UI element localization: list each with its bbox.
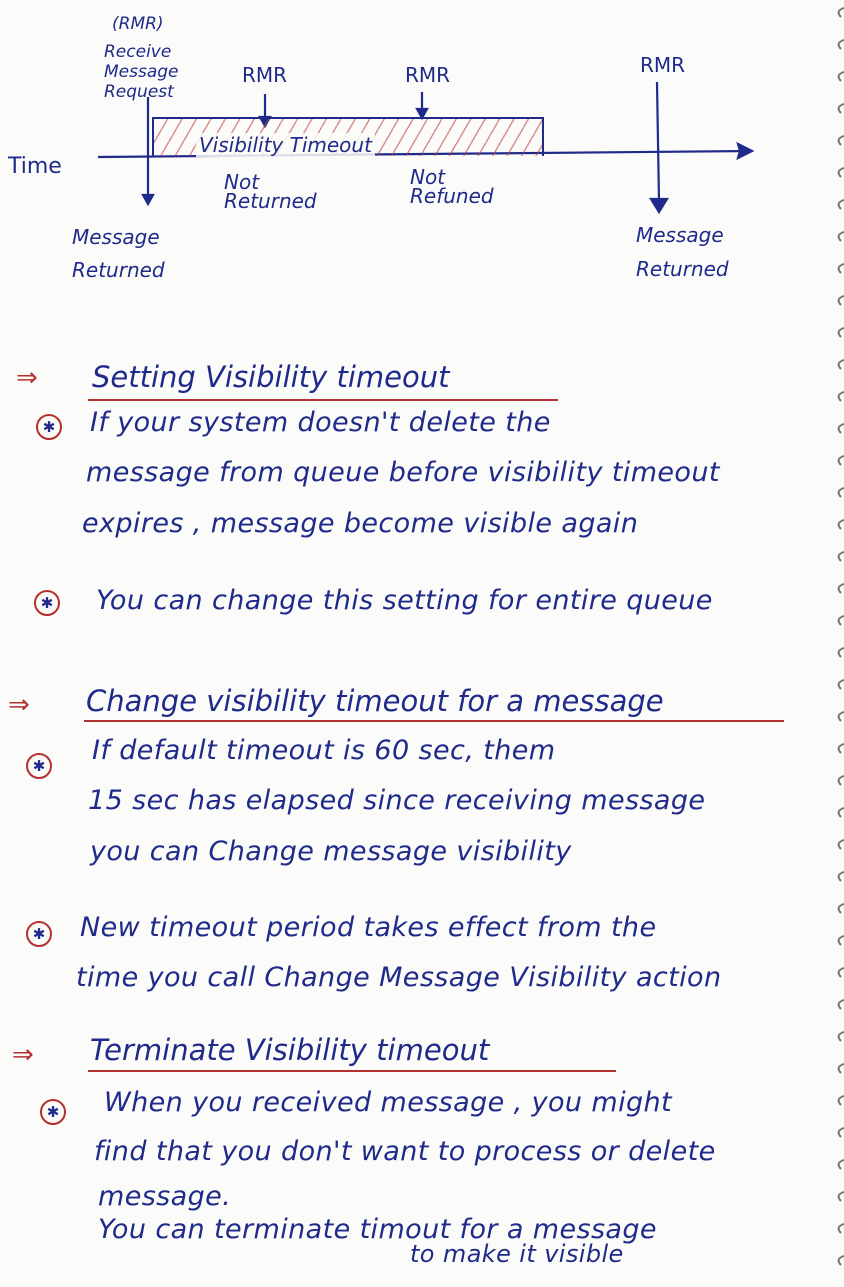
bullet-line: If your system doesn't delete the [90,407,551,438]
bullet-line: expires , message become visible again [82,508,639,539]
not-returned-2-line-1: Not [410,165,446,189]
asterisk-bullet-icon: ✱ [40,1099,66,1125]
section-heading-change-visibility-timeout: Change visibility timeout for a message [86,684,664,718]
not-returned-2-line-2: Refuned [410,184,494,208]
bullet-line: When you received message , you might [104,1087,673,1118]
asterisk-bullet-icon: ✱ [36,414,62,440]
visibility-timeout-band [152,117,544,156]
first-rmr-desc-3: Request [104,82,174,102]
message-returned-left-2: Returned [72,258,165,282]
heading-underline [88,1070,616,1072]
bullet-line: message. [98,1181,232,1212]
bullet-line: message from queue before visibility timeout [86,457,720,488]
heading-underline [84,720,784,722]
bullet-line: find that you don't want to process or delete [94,1136,716,1167]
bullet-line: If default timeout is 60 sec, them [92,735,556,766]
section-heading-terminate-visibility-timeout: Terminate Visibility timeout [90,1033,490,1067]
bullet-line: to make it visible [410,1240,624,1268]
bullet-line: You can terminate timout for a message [98,1214,657,1245]
section-heading-setting-visibility-timeout: Setting Visibility timeout [92,360,450,394]
bullet-line: You can change this setting for entire queue [96,585,713,616]
double-arrow-icon: ⇒ [8,690,30,720]
asterisk-bullet-icon: ✱ [26,753,52,779]
time-axis-arrowhead [738,144,752,158]
message-returned-right-1: Message [636,223,724,247]
message-returned-right-2: Returned [636,257,729,281]
rmr-label-2: RMR [405,63,451,87]
message-returned-left-1: Message [72,225,160,249]
rmr-label-1: RMR [242,63,288,87]
first-rmr-desc-2: Message [104,62,179,82]
asterisk-bullet-icon: ✱ [34,590,60,616]
double-arrow-icon: ⇒ [12,1040,34,1070]
time-label: Time [8,154,62,179]
bullet-line: you can Change message visibility [90,836,572,867]
rmr-label-3: RMR [640,53,686,77]
first-rmr-desc-1: Receive [104,42,172,62]
bullet-line: time you call Change Message Visibility action [76,962,722,993]
bullet-line: 15 sec has elapsed since receiving message [88,785,706,816]
not-returned-1-line-1: Not [224,170,260,194]
not-returned-1-line-2: Returned [224,189,317,213]
double-arrow-icon: ⇒ [16,363,38,393]
rmr-3-line [657,82,659,202]
first-rmr-label: (RMR) [112,14,164,34]
asterisk-bullet-icon: ✱ [26,921,52,947]
bullet-line: New timeout period takes effect from the [80,912,657,943]
heading-underline [88,399,558,401]
visibility-timeout-label: Visibility Timeout [196,133,375,157]
